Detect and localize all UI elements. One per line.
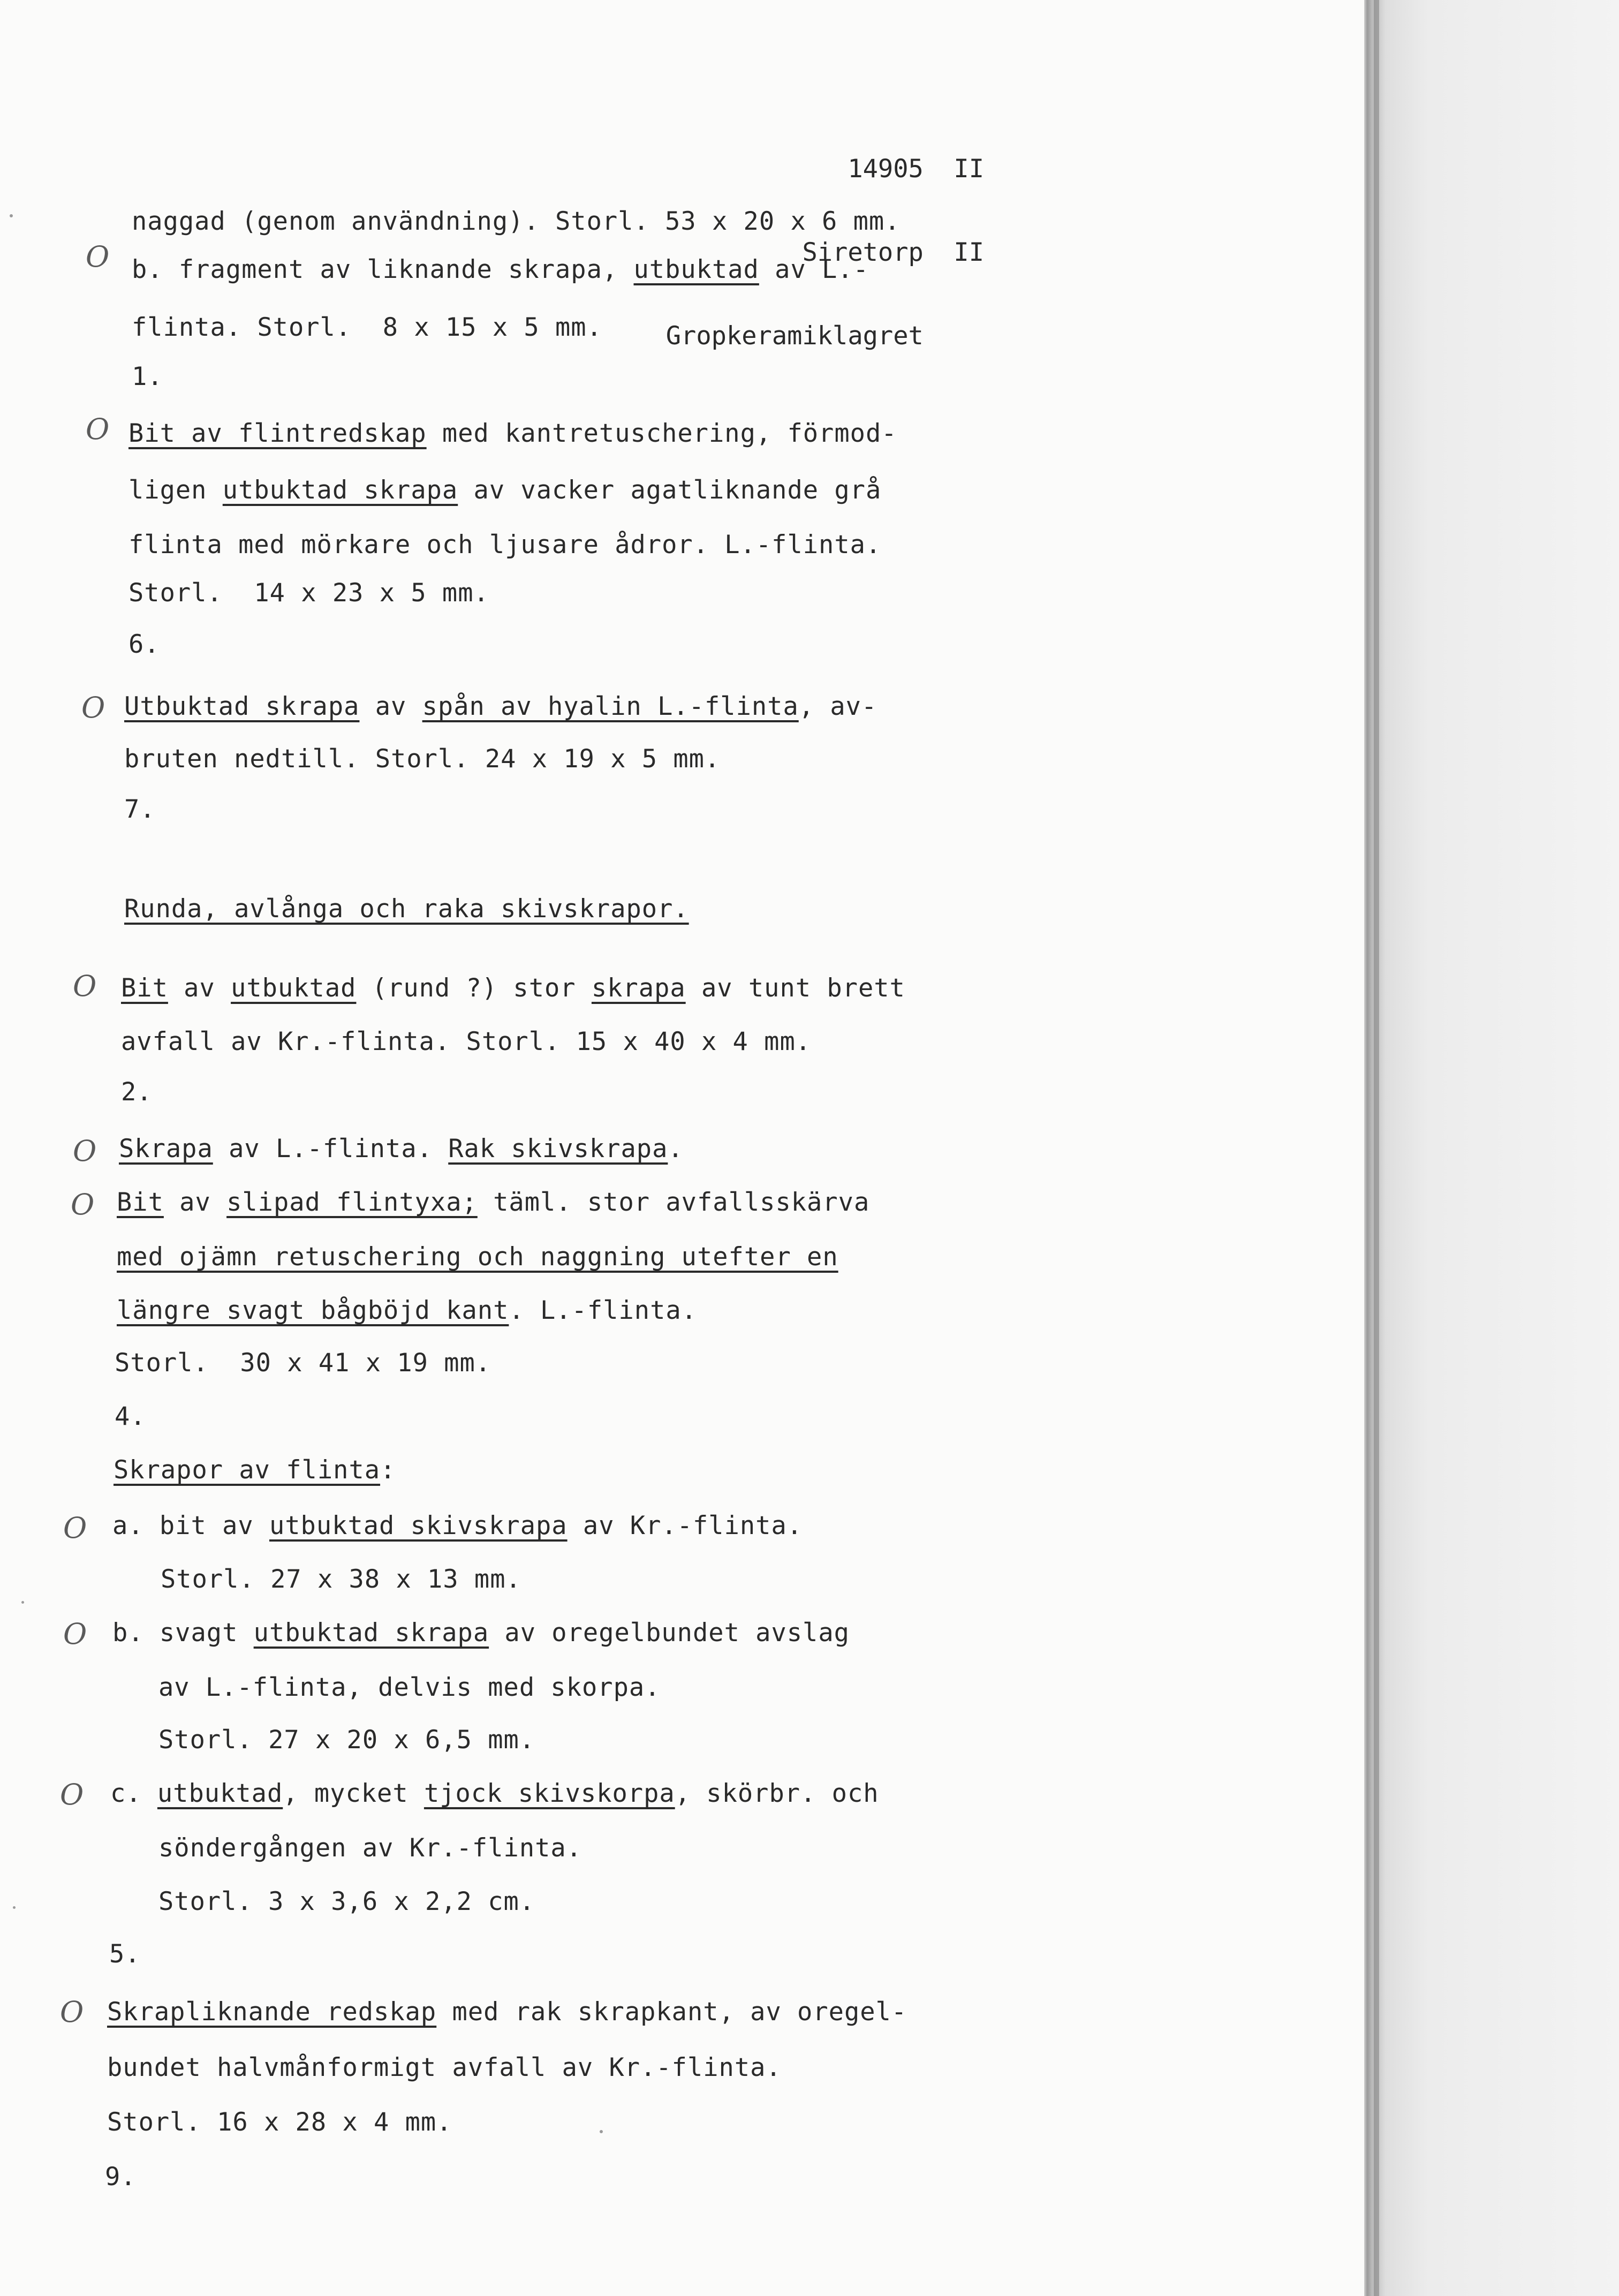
header-roman-1: II: [954, 154, 984, 184]
catalog-number: 14905: [848, 154, 924, 184]
layer-name: Gropkeramiklagret: [665, 321, 924, 351]
text-line: Bit av slipad flintyxa; täml. stor avfallsskärva: [117, 1188, 870, 1217]
text-line: flinta. Storl. 8 x 15 x 5 mm.: [132, 313, 602, 342]
item-number: 9.: [105, 2162, 137, 2192]
margin-circle-mark: O: [73, 1134, 97, 1168]
text-line: med ojämn retuschering och naggning utefter en: [117, 1242, 838, 1272]
text-line: Storl. 14 x 23 x 5 mm.: [128, 578, 489, 608]
text-line: Storl. 27 x 38 x 13 mm.: [161, 1565, 521, 1594]
margin-circle-mark: O: [86, 240, 110, 274]
header-roman-2: II: [954, 238, 984, 267]
scan-speck: [600, 2130, 603, 2133]
header-row-layer: [666, 322, 984, 350]
page-edge-line: [1374, 0, 1379, 2296]
item-number: 5.: [109, 1939, 141, 1969]
text-line: ligen utbuktad skrapa av vacker agatliknande grå: [128, 475, 882, 505]
text-line: bundet halvmånformigt avfall av Kr.-flinta.: [107, 2053, 782, 2082]
item-number: 2.: [121, 1077, 153, 1107]
text-line: bruten nedtill. Storl. 24 x 19 x 5 mm.: [124, 744, 721, 774]
page-edge-shadow: [1364, 0, 1619, 2296]
margin-circle-mark: O: [63, 1511, 87, 1545]
text-line: Storl. 16 x 28 x 4 mm.: [107, 2108, 452, 2137]
margin-circle-mark: O: [86, 412, 110, 446]
margin-circle-mark: O: [63, 1617, 87, 1651]
text-line: b. svagt utbuktad skrapa av oregelbundet avslag: [112, 1618, 850, 1648]
text-line: Bit av utbuktad (rund ?) stor skrapa av tunt brett: [121, 973, 905, 1003]
text-line: Bit av flintredskap med kantretuschering, förmod-: [128, 419, 897, 448]
page-header: [666, 100, 984, 406]
item-number: 4.: [115, 1402, 146, 1431]
text-line: b. fragment av liknande skrapa, utbuktad av L.-: [132, 255, 869, 284]
item-number: 6.: [128, 630, 160, 659]
margin-circle-mark: O: [71, 1188, 95, 1221]
text-line: naggad (genom användning). Storl. 53 x 20 x 6 mm.: [132, 207, 901, 236]
text-line: flinta med mörkare och ljusare ådror. L.-flinta.: [128, 530, 882, 560]
text-line: Storl. 27 x 20 x 6,5 mm.: [158, 1725, 535, 1755]
item-number: 1.: [132, 362, 163, 391]
site-name: Siretorp: [802, 238, 924, 267]
section-heading: Skrapor av flinta:: [114, 1455, 396, 1485]
text-line: Storl. 3 x 3,6 x 2,2 cm.: [158, 1887, 535, 1916]
text-line: av L.-flinta, delvis med skorpa.: [158, 1673, 661, 1702]
scan-speck: [13, 1906, 16, 1909]
header-row-number: [666, 155, 984, 183]
text-line: Skrapliknande redskap med rak skrapkant, av oregel-: [107, 1997, 907, 2027]
margin-circle-mark: O: [60, 1995, 84, 2029]
margin-circle-mark: O: [60, 1778, 84, 1811]
scan-speck: [10, 214, 13, 217]
text-line: avfall av Kr.-flinta. Storl. 15 x 40 x 4 mm.: [121, 1027, 812, 1056]
text-line: längre svagt bågböjd kant. L.-flinta.: [117, 1296, 697, 1325]
margin-circle-mark: O: [73, 969, 97, 1003]
text-line: Skrapa av L.-flinta. Rak skivskrapa.: [119, 1134, 684, 1164]
text-line: a. bit av utbuktad skivskrapa av Kr.-flinta.: [112, 1511, 803, 1540]
scan-speck: [21, 1601, 24, 1604]
item-number: 7.: [124, 795, 156, 824]
margin-circle-mark: O: [81, 691, 105, 724]
text-line: Utbuktad skrapa av spån av hyalin L.-flinta, av-: [124, 692, 877, 721]
text-line: Storl. 30 x 41 x 19 mm.: [115, 1348, 491, 1378]
text-line: söndergången av Kr.-flinta.: [158, 1833, 582, 1863]
section-heading: Runda, avlånga och raka skivskrapor.: [124, 894, 689, 924]
text-line: c. utbuktad, mycket tjock skivskorpa, skörbr. och: [110, 1779, 879, 1808]
